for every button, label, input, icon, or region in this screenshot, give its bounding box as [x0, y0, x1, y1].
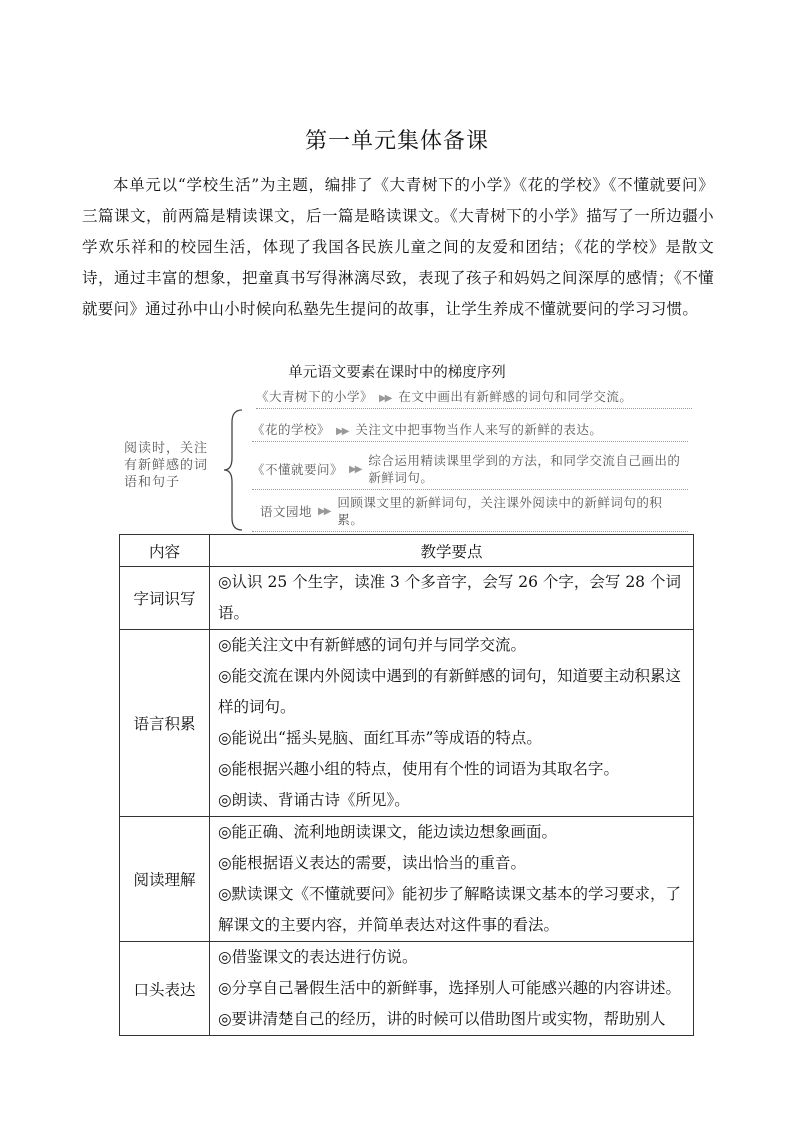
point-item: ◎认识 25 个生字，读准 3 个多音字，会写 26 个字，会写 28 个词语。 [218, 573, 681, 622]
branch-lesson: 《大青树下的小学》 [256, 389, 374, 404]
double-arrow-icon: ▶▶ [336, 426, 348, 437]
branch-lesson: 《花的学校》 [252, 422, 331, 437]
branch-desc: 综合运用精读课里学到的方法，和同学交流自己画出的新鲜词句。 [368, 453, 681, 485]
row-category: 口头表达 [120, 942, 210, 1036]
table-row [120, 630, 694, 817]
curly-brace-icon [222, 408, 244, 532]
point-item: ◎能根据兴趣小组的特点，使用有个性的词语为其取名字。 [218, 760, 620, 778]
row-category: 阅读理解 [120, 817, 210, 942]
intro-paragraph: 本单元以“学校生活”为主题，编排了《大青树下的小学》《花的学校》《不懂就要问》三篇课文，前两篇是精读课文，后一篇是略读课文。《大青树下的小学》描写了一所边疆小学欢乐祥和的校园生活，体现了我国各民族儿童之间的友爱和团结；《花的学校》是散文诗，通过丰富的想象，把童真书写得淋漓尽致，表现了孩子和妈妈之间深厚的感情；《不懂就要问》通过孙中山小时候向私塾先生提问的故事，让学生养成不懂就要问的学习习惯。 [82, 176, 714, 318]
point-item: ◎朗读、背诵古诗《所见》。 [218, 791, 410, 809]
row-points [210, 817, 694, 942]
header-key-points: 教学要点 [210, 535, 694, 567]
row-points [210, 630, 694, 817]
double-arrow-icon: ▶▶ [349, 463, 361, 475]
point-item: ◎能正确、流利地朗读课文，能边读边想象画面。 [218, 823, 558, 841]
point-item: ◎借鉴课文的表达进行仿说。 [218, 948, 418, 966]
row-points [210, 942, 694, 1036]
branch-desc: 关注文中把事物当作人来写的新鲜的表达。 [355, 422, 603, 437]
teaching-points-table [119, 534, 694, 1036]
diagram-main-topic: 阅读时，关注有新鲜感的词语和句子 [124, 441, 209, 490]
point-item: ◎能说出“摇头晃脑、面红耳赤”等成语的特点。 [218, 729, 542, 747]
table-header-row [120, 535, 694, 567]
table-row [120, 942, 694, 1036]
diagram-branch [252, 420, 688, 442]
branch-lesson: 《不懂就要问》 [252, 462, 344, 477]
diagram-branch [252, 494, 688, 532]
double-arrow-icon: ▶▶ [318, 505, 330, 517]
header-content: 内容 [120, 535, 210, 567]
double-arrow-icon: ▶▶ [379, 393, 391, 404]
table-row [120, 817, 694, 942]
point-item: ◎能关注文中有新鲜感的词句并与同学交流。 [218, 636, 527, 654]
diagram-branch [256, 387, 692, 409]
diagram-title: 单元语文要素在课时中的梯度序列 [288, 365, 506, 381]
branch-desc: 回顾课文里的新鲜词句，关注课外阅读中的新鲜词句的积累。 [337, 495, 663, 527]
row-category: 字词识写 [120, 567, 210, 630]
row-category: 语言积累 [120, 630, 210, 817]
page-title: 第一单元集体备课 [304, 129, 489, 154]
point-item: ◎能根据语义表达的需要，读出恰当的重音。 [218, 854, 527, 872]
point-item: ◎要讲清楚自己的经历，讲的时候可以借助图片或实物，帮助别人 [218, 1010, 666, 1028]
diagram-branch [252, 452, 688, 490]
point-item: ◎分享自己暑假生活中的新鲜事，选择别人可能感兴趣的内容讲述。 [218, 979, 682, 997]
point-item: ◎默读课文《不懂就要问》能初步了解略读课文基本的学习要求，了解课文的主要内容，并简单表达对这件事的看法。 [218, 885, 682, 934]
branch-desc: 在文中画出有新鲜感的词句和同学交流。 [398, 389, 633, 404]
row-points [210, 567, 694, 630]
table-row [120, 567, 694, 630]
branch-lesson: 语文园地 [260, 504, 313, 519]
point-item: ◎能交流在课内外阅读中遇到的有新鲜感的词句，知道要主动积累这样的词句。 [218, 667, 682, 716]
